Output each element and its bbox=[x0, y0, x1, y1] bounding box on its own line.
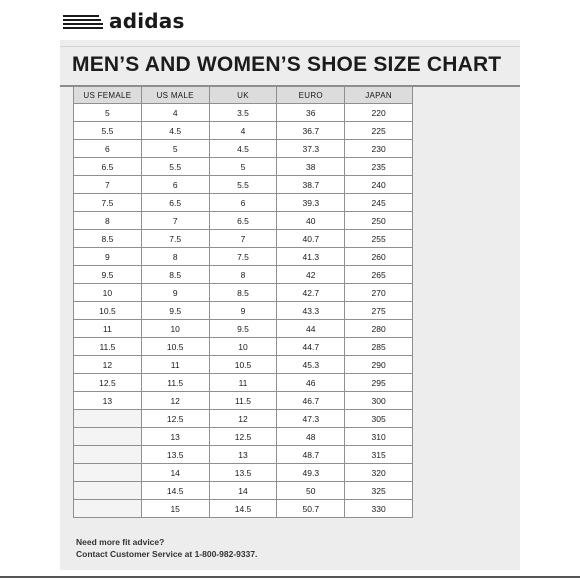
table-cell: 230 bbox=[345, 140, 413, 158]
table-cell: 310 bbox=[345, 428, 413, 446]
table-cell: 9 bbox=[74, 248, 142, 266]
table-cell: 47.3 bbox=[277, 410, 345, 428]
table-cell: 5.5 bbox=[209, 176, 277, 194]
table-cell: 8 bbox=[141, 248, 209, 266]
brand-name: adidas bbox=[109, 9, 185, 33]
table-cell: 12 bbox=[141, 392, 209, 410]
table-cell: 9 bbox=[141, 284, 209, 302]
table-cell: 7.5 bbox=[209, 248, 277, 266]
table-cell: 6.5 bbox=[141, 194, 209, 212]
column-header: EURO bbox=[277, 87, 345, 104]
table-row bbox=[74, 248, 413, 266]
table-cell: 3.5 bbox=[209, 104, 277, 122]
table-cell: 8 bbox=[74, 212, 142, 230]
table-cell: 6 bbox=[74, 140, 142, 158]
table-cell: 5 bbox=[141, 140, 209, 158]
table-cell: 45.3 bbox=[277, 356, 345, 374]
table-row bbox=[74, 482, 413, 500]
table-cell: 50 bbox=[277, 482, 345, 500]
table-cell: 14.5 bbox=[141, 482, 209, 500]
table-cell: 6.5 bbox=[74, 158, 142, 176]
table-cell: 5 bbox=[74, 104, 142, 122]
table-cell: 280 bbox=[345, 320, 413, 338]
table-cell bbox=[74, 410, 142, 428]
table-cell bbox=[74, 500, 142, 518]
table-cell: 6.5 bbox=[209, 212, 277, 230]
table-cell: 235 bbox=[345, 158, 413, 176]
table-cell: 42 bbox=[277, 266, 345, 284]
table-row bbox=[74, 410, 413, 428]
table-cell: 6 bbox=[209, 194, 277, 212]
table-cell: 11 bbox=[209, 374, 277, 392]
table-row bbox=[74, 266, 413, 284]
table-cell: 13 bbox=[74, 392, 142, 410]
table-cell: 295 bbox=[345, 374, 413, 392]
table-row bbox=[74, 158, 413, 176]
table-cell: 8.5 bbox=[141, 266, 209, 284]
table-row bbox=[74, 428, 413, 446]
table-cell: 40.7 bbox=[277, 230, 345, 248]
table-row bbox=[74, 212, 413, 230]
table-cell: 14 bbox=[141, 464, 209, 482]
table-cell: 12.5 bbox=[141, 410, 209, 428]
table-row bbox=[74, 122, 413, 140]
table-cell bbox=[74, 446, 142, 464]
table-cell: 8.5 bbox=[209, 284, 277, 302]
table-row bbox=[74, 302, 413, 320]
table-row bbox=[74, 338, 413, 356]
table-cell: 260 bbox=[345, 248, 413, 266]
table-cell: 14.5 bbox=[209, 500, 277, 518]
table-cell: 270 bbox=[345, 284, 413, 302]
table-cell: 12 bbox=[209, 410, 277, 428]
table-cell: 48.7 bbox=[277, 446, 345, 464]
table-cell: 8 bbox=[209, 266, 277, 284]
size-chart-panel bbox=[60, 40, 520, 570]
table-cell: 255 bbox=[345, 230, 413, 248]
table-cell: 13 bbox=[141, 428, 209, 446]
table-cell: 6 bbox=[141, 176, 209, 194]
table-cell: 12.5 bbox=[74, 374, 142, 392]
table-cell: 4 bbox=[209, 122, 277, 140]
table-cell bbox=[74, 482, 142, 500]
table-cell: 315 bbox=[345, 446, 413, 464]
table-cell: 225 bbox=[345, 122, 413, 140]
table-cell: 11.5 bbox=[74, 338, 142, 356]
table-cell: 10 bbox=[209, 338, 277, 356]
table-cell: 240 bbox=[345, 176, 413, 194]
table-cell: 300 bbox=[345, 392, 413, 410]
column-header: JAPAN bbox=[345, 87, 413, 104]
header bbox=[0, 0, 580, 40]
table-cell: 9 bbox=[209, 302, 277, 320]
table-header-row bbox=[74, 87, 413, 104]
table-cell: 13 bbox=[209, 446, 277, 464]
table-row bbox=[74, 320, 413, 338]
table-row bbox=[74, 356, 413, 374]
table-cell: 9.5 bbox=[209, 320, 277, 338]
table-cell: 38 bbox=[277, 158, 345, 176]
fit-advice-question: Need more fit advice? bbox=[76, 537, 165, 547]
table-cell: 36 bbox=[277, 104, 345, 122]
table-cell: 7 bbox=[74, 176, 142, 194]
table-row bbox=[74, 140, 413, 158]
table-cell: 11.5 bbox=[209, 392, 277, 410]
table-cell: 8.5 bbox=[74, 230, 142, 248]
table-cell: 10.5 bbox=[209, 356, 277, 374]
table-cell: 48 bbox=[277, 428, 345, 446]
table-cell: 13.5 bbox=[141, 446, 209, 464]
table-cell: 9.5 bbox=[141, 302, 209, 320]
table-cell: 10 bbox=[141, 320, 209, 338]
table-cell: 44.7 bbox=[277, 338, 345, 356]
table-cell: 4.5 bbox=[141, 122, 209, 140]
table-cell: 290 bbox=[345, 356, 413, 374]
table-cell: 43.3 bbox=[277, 302, 345, 320]
table-row bbox=[74, 284, 413, 302]
table-row bbox=[74, 464, 413, 482]
table-cell: 44 bbox=[277, 320, 345, 338]
table-cell: 305 bbox=[345, 410, 413, 428]
column-header: US FEMALE bbox=[74, 87, 142, 104]
table-cell: 37.3 bbox=[277, 140, 345, 158]
bottom-divider bbox=[0, 576, 580, 578]
table-row bbox=[74, 176, 413, 194]
table-cell: 250 bbox=[345, 212, 413, 230]
table-cell: 245 bbox=[345, 194, 413, 212]
table-cell: 41.3 bbox=[277, 248, 345, 266]
table-cell: 7.5 bbox=[141, 230, 209, 248]
table-cell: 325 bbox=[345, 482, 413, 500]
table-cell: 320 bbox=[345, 464, 413, 482]
table-cell: 9.5 bbox=[74, 266, 142, 284]
table-cell: 11 bbox=[141, 356, 209, 374]
table-row bbox=[74, 446, 413, 464]
table-cell: 12 bbox=[74, 356, 142, 374]
table-cell: 13.5 bbox=[209, 464, 277, 482]
table-cell: 38.7 bbox=[277, 176, 345, 194]
table-cell: 5.5 bbox=[74, 122, 142, 140]
table-cell: 39.3 bbox=[277, 194, 345, 212]
customer-service-contact: Contact Customer Service at 1-800-982-9337. bbox=[76, 549, 258, 559]
table-cell: 285 bbox=[345, 338, 413, 356]
table-cell: 42.7 bbox=[277, 284, 345, 302]
table-cell: 11.5 bbox=[141, 374, 209, 392]
table-row bbox=[74, 500, 413, 518]
table-cell: 15 bbox=[141, 500, 209, 518]
table-cell: 275 bbox=[345, 302, 413, 320]
table-cell: 50.7 bbox=[277, 500, 345, 518]
table-cell: 4 bbox=[141, 104, 209, 122]
stripes-icon bbox=[63, 13, 103, 29]
table-cell: 46.7 bbox=[277, 392, 345, 410]
table-cell: 220 bbox=[345, 104, 413, 122]
table-cell bbox=[74, 464, 142, 482]
size-table-container bbox=[73, 86, 413, 518]
fit-advice bbox=[76, 536, 257, 560]
table-row bbox=[74, 392, 413, 410]
table-row bbox=[74, 374, 413, 392]
table-cell: 12.5 bbox=[209, 428, 277, 446]
table-cell: 10.5 bbox=[74, 302, 142, 320]
table-cell: 36.7 bbox=[277, 122, 345, 140]
table-cell: 7 bbox=[209, 230, 277, 248]
table-cell: 49.3 bbox=[277, 464, 345, 482]
table-cell: 330 bbox=[345, 500, 413, 518]
table-cell: 40 bbox=[277, 212, 345, 230]
size-table bbox=[73, 86, 413, 518]
table-cell: 10.5 bbox=[141, 338, 209, 356]
table-cell: 10 bbox=[74, 284, 142, 302]
table-row bbox=[74, 104, 413, 122]
table-cell: 5 bbox=[209, 158, 277, 176]
table-cell: 7.5 bbox=[74, 194, 142, 212]
table-row bbox=[74, 230, 413, 248]
page-title: MEN’S AND WOMEN’S SHOE SIZE CHART bbox=[72, 53, 502, 76]
table-cell: 11 bbox=[74, 320, 142, 338]
table-body bbox=[74, 104, 413, 518]
table-cell bbox=[74, 428, 142, 446]
table-cell: 14 bbox=[209, 482, 277, 500]
table-row bbox=[74, 194, 413, 212]
table-cell: 46 bbox=[277, 374, 345, 392]
table-cell: 265 bbox=[345, 266, 413, 284]
column-header: UK bbox=[209, 87, 277, 104]
table-cell: 4.5 bbox=[209, 140, 277, 158]
table-cell: 7 bbox=[141, 212, 209, 230]
column-header: US MALE bbox=[141, 87, 209, 104]
title-bar bbox=[60, 46, 520, 87]
brand-logo bbox=[63, 10, 185, 32]
table-cell: 5.5 bbox=[141, 158, 209, 176]
